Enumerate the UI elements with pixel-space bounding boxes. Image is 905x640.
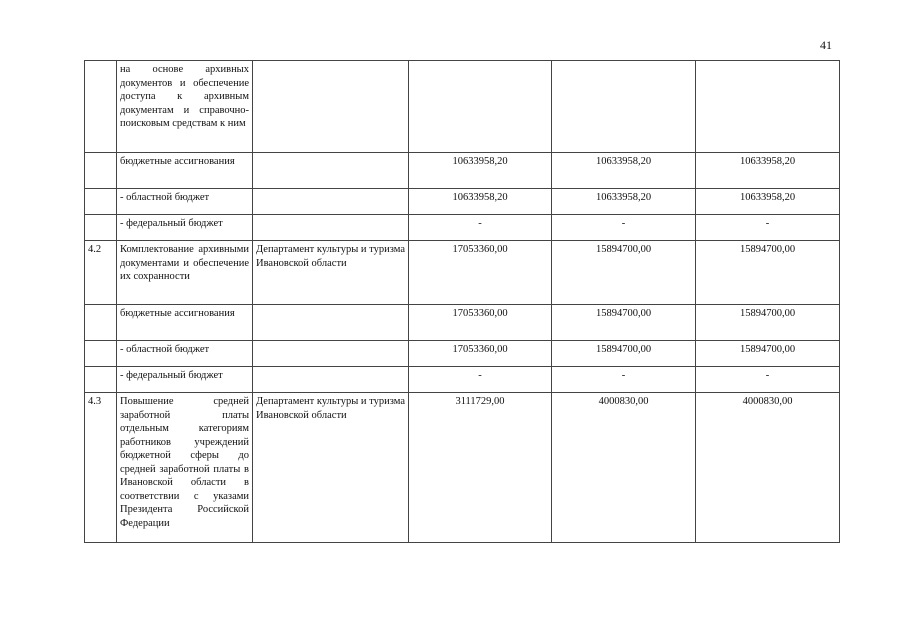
row-value-2: 4000830,00 xyxy=(552,393,696,543)
row-number xyxy=(85,215,117,241)
row-executor: Департамент культуры и туризма Ивановской области xyxy=(253,241,409,305)
row-name: Повышение средней заработной платы отдельным категориям работников учреждений бюджетной сферы до средней заработной платы в Ивановской области в соответствии с указами Президента Российской Федерации xyxy=(117,393,253,543)
row-name: на основе архивных документов и обеспечение доступа к архивным документам и справочно-поисковым средствам к ним xyxy=(117,61,253,153)
table-row xyxy=(85,393,840,543)
row-value-3: 15894700,00 xyxy=(696,241,840,305)
row-name: Комплектование архивными документами и обеспечение их сохранности xyxy=(117,241,253,305)
row-name: - федеральный бюджет xyxy=(117,367,253,393)
row-name: бюджетные ассигнования xyxy=(117,153,253,189)
row-value-2: 15894700,00 xyxy=(552,241,696,305)
row-executor xyxy=(253,341,409,367)
table-row xyxy=(85,341,840,367)
row-value-1: 17053360,00 xyxy=(409,341,552,367)
row-number: 4.3 xyxy=(85,393,117,543)
row-value-2: 15894700,00 xyxy=(552,305,696,341)
table-row xyxy=(85,153,840,189)
row-number xyxy=(85,153,117,189)
row-value-1: 10633958,20 xyxy=(409,189,552,215)
row-name: - областной бюджет xyxy=(117,341,253,367)
row-value-2: 15894700,00 xyxy=(552,341,696,367)
row-number: 4.2 xyxy=(85,241,117,305)
table-row xyxy=(85,189,840,215)
row-value-2 xyxy=(552,61,696,153)
budget-table xyxy=(84,60,840,543)
row-value-1: 17053360,00 xyxy=(409,241,552,305)
table-row xyxy=(85,367,840,393)
row-value-3: 15894700,00 xyxy=(696,341,840,367)
row-name: - федеральный бюджет xyxy=(117,215,253,241)
row-value-1: 10633958,20 xyxy=(409,153,552,189)
row-value-1 xyxy=(409,61,552,153)
row-value-2: - xyxy=(552,215,696,241)
row-executor xyxy=(253,305,409,341)
row-executor xyxy=(253,367,409,393)
table-row xyxy=(85,305,840,341)
row-executor xyxy=(253,215,409,241)
row-value-1: 17053360,00 xyxy=(409,305,552,341)
row-number xyxy=(85,189,117,215)
row-value-3: 10633958,20 xyxy=(696,153,840,189)
table-row xyxy=(85,215,840,241)
row-value-2: - xyxy=(552,367,696,393)
row-number xyxy=(85,341,117,367)
row-executor xyxy=(253,189,409,215)
row-value-2: 10633958,20 xyxy=(552,153,696,189)
row-name: - областной бюджет xyxy=(117,189,253,215)
table-row xyxy=(85,241,840,305)
row-value-3 xyxy=(696,61,840,153)
row-value-3: - xyxy=(696,367,840,393)
row-value-3: 4000830,00 xyxy=(696,393,840,543)
row-value-3: 10633958,20 xyxy=(696,189,840,215)
row-number xyxy=(85,61,117,153)
row-executor xyxy=(253,153,409,189)
row-number xyxy=(85,305,117,341)
row-value-2: 10633958,20 xyxy=(552,189,696,215)
row-value-1: - xyxy=(409,367,552,393)
row-value-3: 15894700,00 xyxy=(696,305,840,341)
row-value-1: - xyxy=(409,215,552,241)
row-name: бюджетные ассигнования xyxy=(117,305,253,341)
row-value-1: 3111729,00 xyxy=(409,393,552,543)
row-executor xyxy=(253,61,409,153)
row-number xyxy=(85,367,117,393)
table-row xyxy=(85,61,840,153)
row-value-3: - xyxy=(696,215,840,241)
page-number: 41 xyxy=(820,38,832,52)
row-executor: Департамент культуры и туризма Ивановской области xyxy=(253,393,409,543)
